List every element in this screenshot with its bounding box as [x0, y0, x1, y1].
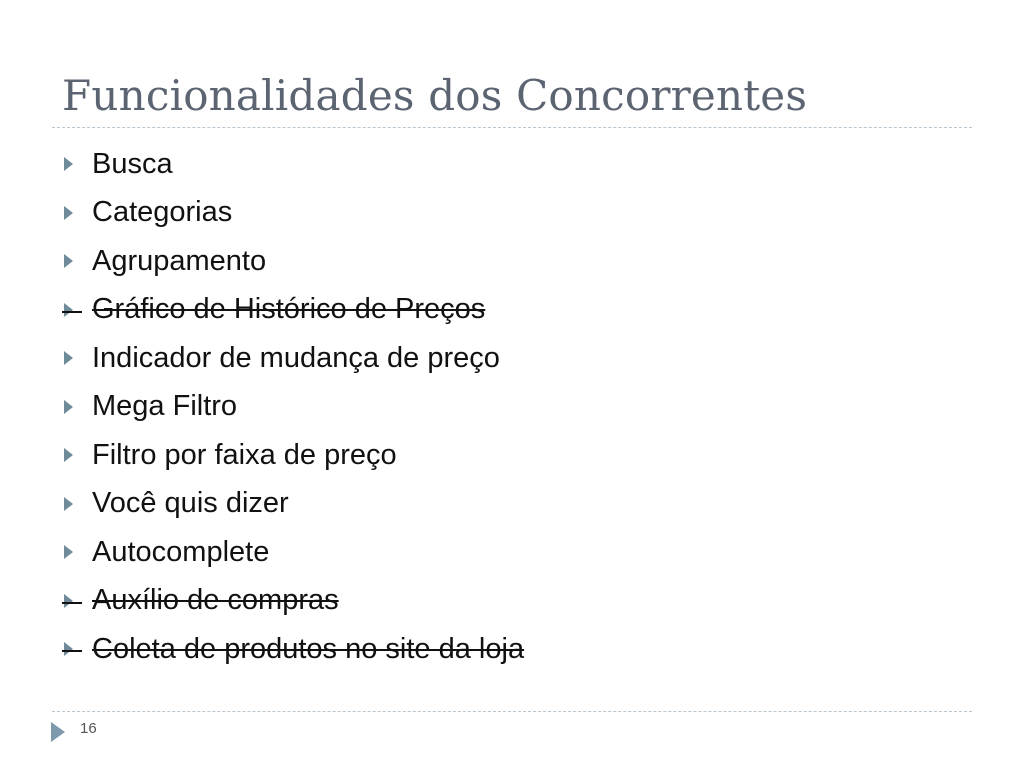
- list-item: [62, 189, 524, 238]
- list-item-label: Mega Filtro: [92, 390, 238, 423]
- triangle-right-icon: [64, 642, 73, 656]
- list-item-label: Auxílio de compras: [92, 584, 339, 617]
- list-item-label: Filtro por faixa de preço: [92, 438, 397, 471]
- triangle-right-icon: [64, 351, 73, 365]
- list-item-label: Agrupamento: [92, 244, 267, 277]
- triangle-right-icon: [64, 254, 73, 268]
- list-item-label: Coleta de produtos no site da loja: [92, 632, 525, 665]
- footer-divider: [52, 711, 972, 712]
- list-item-label: Busca: [92, 147, 173, 180]
- list-item: [62, 480, 524, 529]
- list-item: [62, 431, 524, 480]
- list-item: [62, 334, 524, 383]
- list-item-label: Indicador de mudança de preço: [92, 341, 500, 374]
- list-item-label: Autocomplete: [92, 535, 270, 568]
- triangle-right-icon: [64, 594, 73, 608]
- list-item: [62, 383, 524, 432]
- triangle-right-icon: [64, 497, 73, 511]
- triangle-right-icon: [64, 157, 73, 171]
- list-item: [62, 140, 524, 189]
- bullet-list: [62, 140, 524, 674]
- triangle-right-icon: [64, 206, 73, 220]
- slide-title: Funcionalidades dos Concorrentes: [62, 71, 808, 120]
- list-item-label: Você quis dizer: [92, 487, 289, 520]
- list-item: [62, 286, 524, 335]
- list-item: [62, 528, 524, 577]
- triangle-right-icon: [64, 448, 73, 462]
- list-item: [62, 577, 524, 626]
- list-item-label: Categorias: [92, 196, 233, 229]
- list-item-label: Gráfico de Histórico de Preços: [92, 293, 486, 326]
- title-divider: [52, 127, 972, 128]
- triangle-right-icon: [64, 400, 73, 414]
- list-item: [62, 625, 524, 674]
- triangle-right-icon: [51, 722, 65, 742]
- triangle-right-icon: [64, 303, 73, 317]
- page-number: 16: [80, 720, 97, 737]
- triangle-right-icon: [64, 545, 73, 559]
- list-item: [62, 237, 524, 286]
